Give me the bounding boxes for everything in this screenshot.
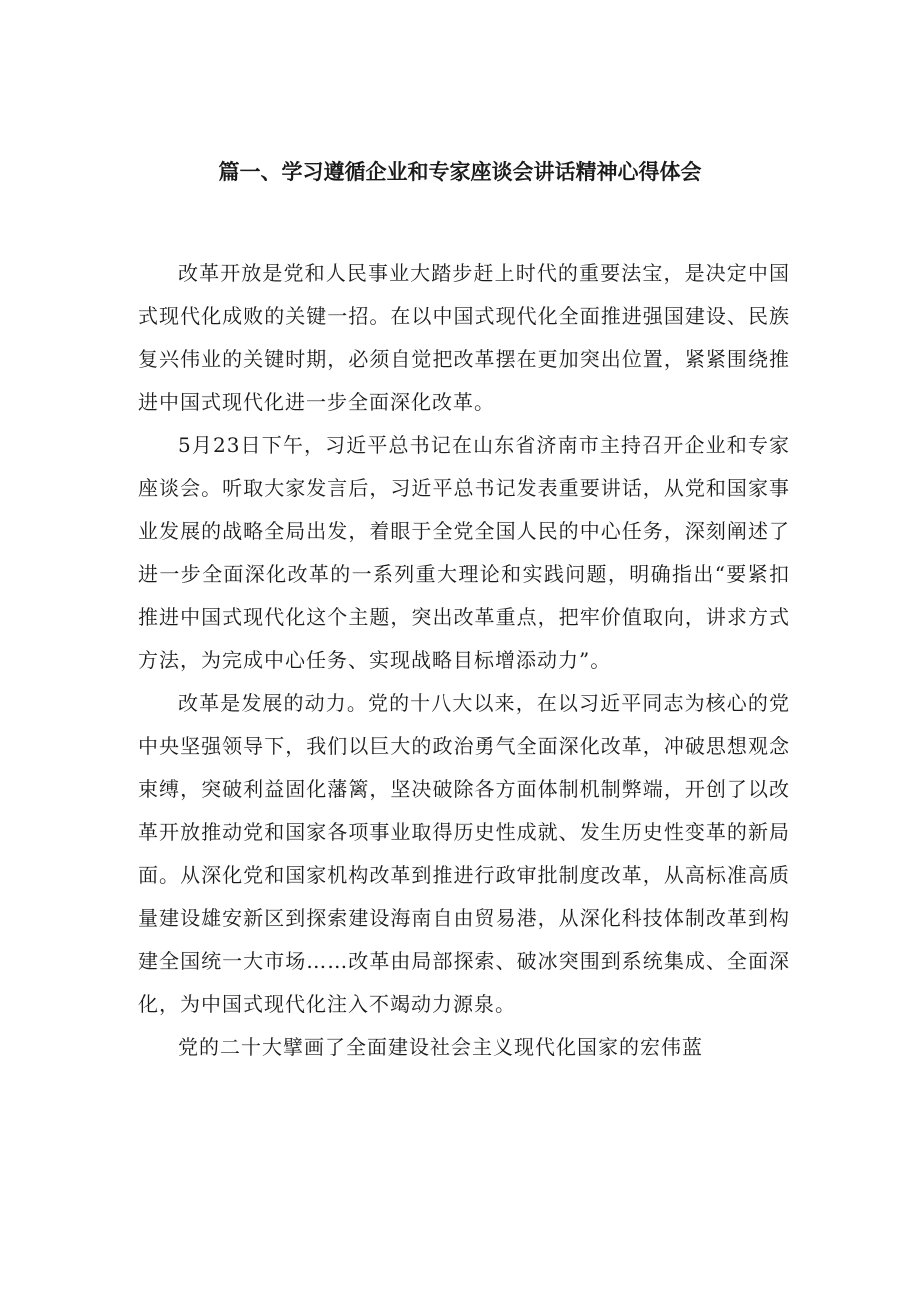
paragraph-2: 5月23日下午，习近平总书记在山东省济南市主持召开企业和专家座谈会。听取大家发言后，习近平总书记发表重要讲话，从党和国家事业发展的战略全局出发，着眼于全党全国人民的中心任务，深刻阐述了进一步全面深化改革的一系列重大理论和实践问题，明确指出“要紧扣推进中国式现代化这个主题，突出改革重点，把牢价值取向，讲求方式方法，为完成中心任务、实现战略目标增添动力”。 bbox=[138, 433, 790, 672]
document-title: 篇一、学习遵循企业和专家座谈会讲话精神心得体会 bbox=[218, 160, 702, 184]
document-body bbox=[138, 252, 790, 1069]
paragraph-3: 改革是发展的动力。党的十八大以来，在以习近平同志为核心的党中央坚强领导下，我们以巨大的政治勇气全面深化改革，冲破思想观念束缚，突破利益固化藩篱，坚决破除各方面体制机制弊端，开创了以改革开放推动党和国家各项事业取得历史性成就、发生历史性变革的新局面。从深化党和国家机构改革到推进行政审批制度改革，从高标准高质量建设雄安新区到探索建设海南自由贸易港，从深化科技体制改革到构建全国统一大市场……改革由局部探索、破冰突围到系统集成、全面深化，为中国式现代化注入不竭动力源泉。 bbox=[138, 691, 790, 1016]
paragraph-1: 改革开放是党和人民事业大踏步赶上时代的重要法宝，是决定中国式现代化成败的关键一招。在以中国式现代化全面推进强国建设、民族复兴伟业的关键时期，必须自觉把改革摆在更加突出位置，紧紧围绕推进中国式现代化进一步全面深化改革。 bbox=[138, 261, 790, 414]
paragraph-4: 党的二十大擘画了全面建设社会主义现代化国家的宏伟蓝 bbox=[178, 1035, 703, 1059]
